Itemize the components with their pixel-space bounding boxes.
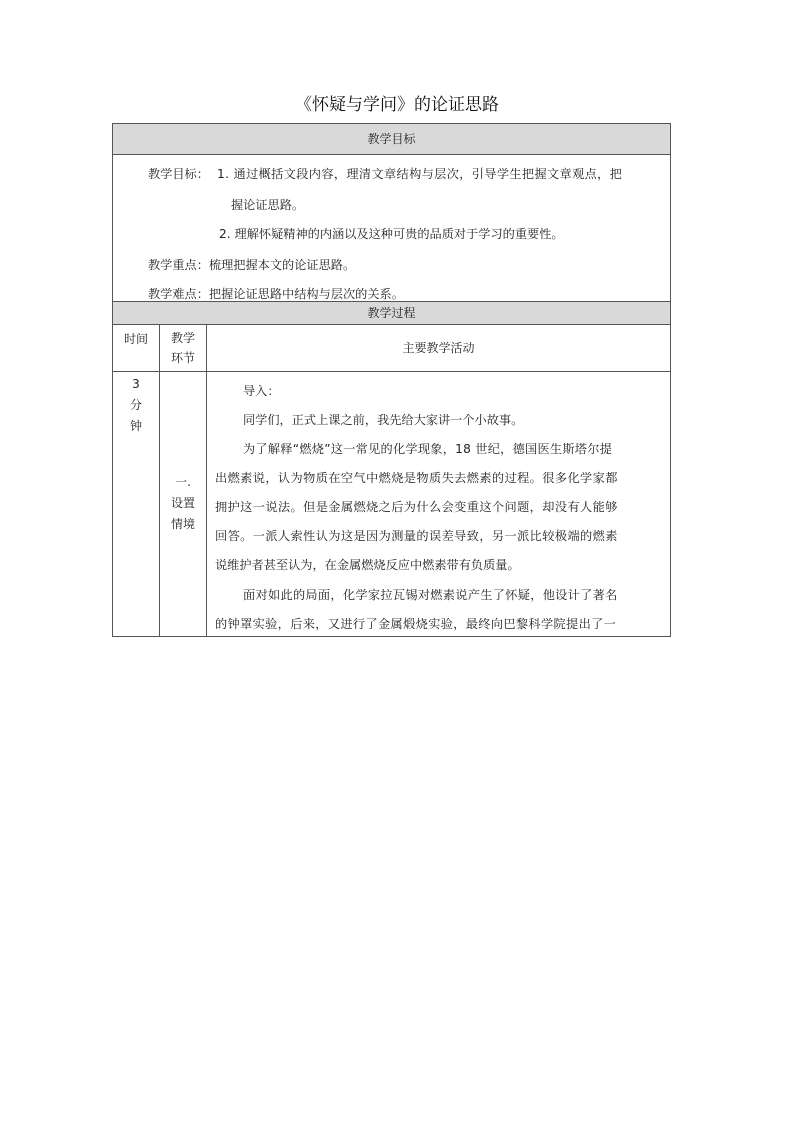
stage-number: 一. — [175, 475, 191, 489]
col-stage-line2: 环节 — [170, 351, 195, 365]
activity-line: 为了解释“燃烧”这一常见的化学现象，18 世纪，德国医生斯塔尔提 — [243, 442, 613, 456]
activity-line: 回答。一派人索性认为这是因为测量的误差导致，另一派比较极端的燃素 — [215, 529, 618, 543]
activity-line: 的钟罩实验，后来，又进行了金属煅烧实验，最终向巴黎科学院提出了一 — [215, 617, 617, 631]
key-point: 教学重点：梳理把握本文的论证思路。 — [148, 258, 356, 272]
process-header: 教学过程 — [113, 302, 671, 325]
time-value: 3 — [132, 377, 140, 391]
col-activity-header: 主要教学活动 — [207, 325, 671, 372]
goal1-line2: 握论证思路。 — [231, 198, 305, 212]
lesson-plan-table — [112, 123, 671, 637]
time-unit-1: 分 — [129, 398, 142, 412]
time-unit-2: 钟 — [129, 419, 142, 433]
stage-name-1: 设置 — [170, 496, 195, 510]
objectives-cell — [113, 155, 671, 302]
col-time-header: 时间 — [113, 325, 160, 372]
activity-line: 说维护者甚至认为，在金属燃烧反应中燃素带有负质量。 — [215, 558, 520, 572]
goal-label: 教学目标： — [148, 167, 209, 181]
activity-line: 出燃素说，认为物质在空气中燃烧是物质失去燃素的过程。很多化学家都 — [215, 471, 618, 485]
difficulty: 教学难点：把握论证思路中结构与层次的关系。 — [148, 287, 404, 301]
activity-cell — [207, 372, 671, 637]
time-cell — [113, 372, 160, 637]
page-title: 《怀疑与学问》的论证思路 — [295, 95, 499, 115]
col-stage-header — [160, 325, 207, 372]
goal1-line1: 1. 通过概括文段内容，理清文章结构与层次，引导学生把握文章观点，把 — [217, 167, 623, 181]
activity-line: 同学们，正式上课之前，我先给大家讲一个小故事。 — [243, 413, 524, 427]
activity-line: 拥护这一说法。但是金属燃烧之后为什么会变重这个问题，却没有人能够 — [215, 500, 618, 514]
col-stage-line1: 教学 — [170, 331, 195, 345]
stage-name-2: 情境 — [170, 517, 195, 531]
activity-line: 导入： — [243, 384, 280, 398]
goal2: 2. 理解怀疑精神的内涵以及这种可贵的品质对于学习的重要性。 — [219, 227, 564, 241]
stage-cell — [160, 372, 207, 637]
objectives-header: 教学目标 — [113, 124, 671, 155]
activity-line: 面对如此的局面，化学家拉瓦锡对燃素说产生了怀疑，他设计了著名 — [243, 588, 618, 602]
